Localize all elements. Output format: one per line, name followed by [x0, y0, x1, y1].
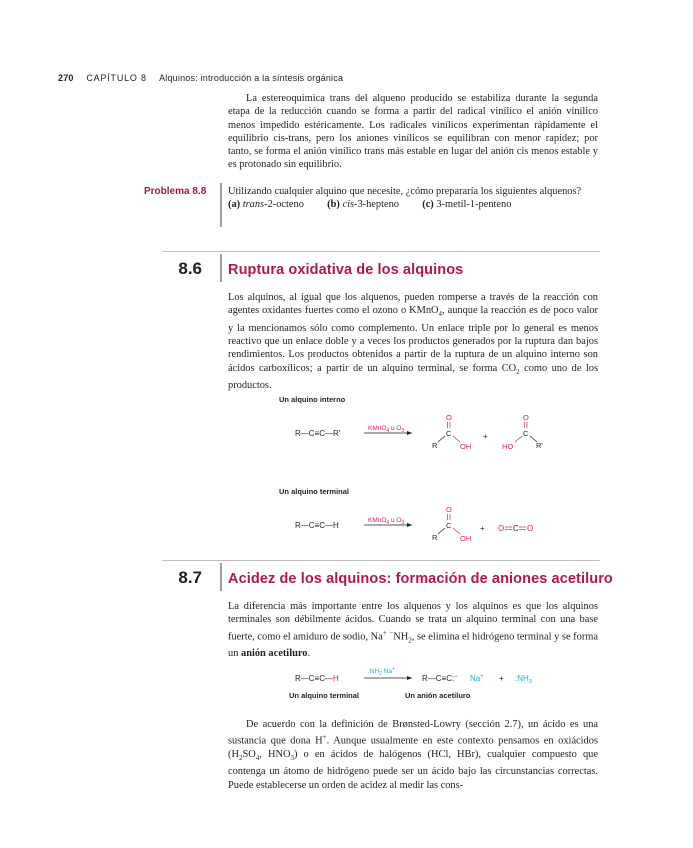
product2-Rprime: R′	[536, 441, 543, 450]
product1-bond-OH	[453, 436, 460, 442]
section-86-number: 8.6	[178, 259, 202, 278]
section-87-title: Acidez de los alquinos: formación de aniones acetiluro	[228, 571, 613, 587]
scheme-acetylide	[290, 662, 560, 692]
chapter-label: CAPÍTULO 8	[86, 73, 147, 83]
problem-divider	[220, 183, 222, 227]
product1-R: R	[432, 441, 438, 450]
reagent-label: KMnO$_4$ u $O_3$	[368, 425, 405, 434]
section-86-title: Ruptura oxidativa de los alquinos	[228, 262, 464, 278]
page-number: 270	[58, 73, 74, 83]
intro-paragraph: La estereoquímica trans del alqueno producido se estabiliza durante la segunda etapa de la reducción cuando se forma a partir del radical vinílico el anión vinílico menos impedido estéricamente. Los radicales vinílicos experimentan rápidamente el equilibrio cis-trans, pero los aniones vinílicos se equilibran con menor rapidez; por tanto, se forma el anión vinílico trans más estable en lugar del anión cis menos estable y es protonado sin equilibrio.	[228, 93, 598, 171]
product2-carbonyl-O: O	[523, 413, 529, 422]
product1-C: C	[446, 429, 452, 438]
acetylide-label-right: Un anión acetiluro	[405, 691, 471, 700]
internal-alkyne-formula: R—C≡C—R′	[295, 429, 341, 438]
final-paragraph: De acuerdo con la definición de Brønsted-Lowry (sección 2.7), un ácido es una sustancia que dona H+. Aunque usualmente en este contexto pensamos en oxiácidos ($H_2SO_4$, $HNO_3$) o en ácidos de halógenos (HCl, HBr), cualquier compuesto que contenga un átomo de hidrógeno puede ser un ácido bajo las circunstancias correctas. Puede establecerse un orden de acidez al medir las cons-	[228, 719, 598, 791]
section-87-bar	[220, 563, 222, 591]
reaction-arrowhead	[407, 431, 412, 435]
acid-bond-OH	[453, 528, 460, 534]
reaction-arrowhead-2	[407, 523, 412, 527]
product1-carbonyl-O: O	[446, 413, 452, 422]
ammonia: $:NH_3$	[515, 674, 532, 685]
scheme-terminal-label: Un alquino terminal	[279, 487, 350, 496]
plus-sign: +	[483, 432, 488, 441]
section-87-paragraph: La diferencia más importante entre los alquenos y los alquinos es que los alquinos terminales son débilmente ácidos. Cuando se trata un alquino terminal con una base fuerte, como el amiduro de sodio, Na+ $^-NH_2$, se elimina el hidrógeno terminal y se forma un anión acetiluro.	[228, 601, 598, 660]
co2-O-left: O	[498, 524, 505, 533]
product2-C: C	[523, 429, 529, 438]
running-header	[58, 73, 343, 83]
product1-OH: OH	[460, 442, 472, 451]
term-acetiluro: anión acetiluro	[241, 648, 308, 660]
product1-bond-R	[438, 436, 445, 442]
problem-parts	[228, 198, 598, 211]
acid-bond-R	[438, 528, 445, 534]
section-87-rule	[162, 560, 600, 561]
problem-part-a: (a) trans-2-octeno	[228, 199, 304, 211]
acid-R: R	[432, 533, 438, 542]
product2-HO: HO	[502, 442, 514, 451]
acetylide-reactant: R—C≡C—H	[295, 674, 339, 683]
co2-O-right: O	[527, 524, 534, 533]
section-87-number: 8.7	[178, 568, 202, 587]
acid-carbonyl-O: O	[446, 505, 452, 514]
acid-C: C	[446, 521, 452, 530]
scheme-internal-alkyne	[290, 408, 560, 456]
co2-C: C	[513, 524, 519, 533]
acid-OH: OH	[460, 534, 472, 543]
plus-sign-2: +	[480, 524, 485, 533]
acetylide-reagent: $:NH_2$ Na+	[368, 666, 396, 677]
reagent-label-2: KMnO$_4$ u $O_3$	[368, 517, 405, 526]
acetylide-sodium: Na+	[470, 674, 484, 683]
problem-part-b: (b) cis-3-hepteno	[327, 199, 400, 211]
section-86-paragraph: Los alquinos, al igual que los alquenos, pueden romperse a través de la reacción con agentes oxidantes fuertes como el ozono o KMnO$_4$, aunque la reacción es de poco valor y la mencionamos sólo como complemento. Un enlace triple por lo general es menos reactivo que un enlace doble y a veces los productos generados por la ruptura dan bajos rendimientos. Los productos obtenidos a partir de la ruptura de un alquino interno son ácidos carboxílicos; a partir de un alquino terminal, se forma $CO_2$ como uno de los productos.	[228, 292, 598, 391]
acetylide-product: R—C≡C:−	[422, 674, 458, 683]
terminal-alkyne-formula: R—C≡C—H	[295, 521, 339, 530]
acetylide-arrowhead	[407, 676, 412, 680]
acetylide-plus: +	[499, 674, 504, 683]
product2-bond-HO	[515, 436, 522, 442]
problem-label: Problema 8.8	[144, 186, 207, 197]
acetylide-label-left: Un alquino terminal	[289, 691, 360, 700]
scheme-terminal-alkyne	[290, 500, 560, 548]
problem-text: Utilizando cualquier alquino que necesite, ¿cómo prepararía los siguientes alquenos? (a) trans-2-octeno (b) cis-3-hepteno (c) 3-metil-1-penteno	[228, 185, 598, 212]
problem-part-c: (c) 3-metil-1-penteno	[422, 199, 512, 211]
chapter-title: Alquinos: introducción a la síntesis orgánica	[159, 73, 344, 83]
section-86-bar	[220, 254, 222, 282]
section-86-rule	[162, 251, 600, 252]
scheme-internal-label: Un alquino interno	[279, 395, 346, 404]
